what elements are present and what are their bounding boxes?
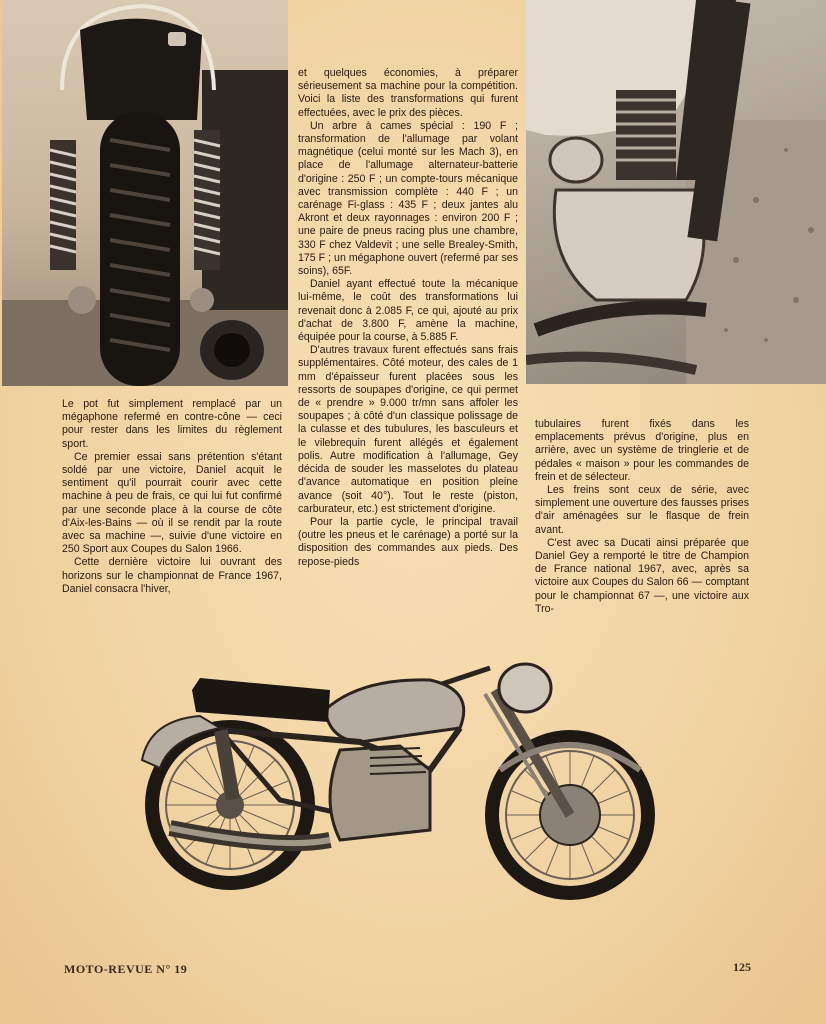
paragraph: Les freins sont ceux de série, avec simplement une ouverture des fausses prises d'air aménagées sur le flasque de frein avant. (535, 484, 749, 536)
motorcycle-rear-photo (2, 0, 288, 386)
paragraph: Daniel ayant effectué toute la mécanique lui-même, le coût des transformations lui revenait donc à 2.085 F, ce qui, ajouté au prix d'achat de 3.800 F, amène la machine, équipée pour la course, à 5.885 F. (298, 278, 518, 344)
page-number: 125 (733, 960, 751, 974)
engine-closeup-photo (526, 0, 826, 384)
paragraph: tubulaires furent fixés dans les emplacements prévus d'origine, plus en arrière, avec un système de tringlerie et de pédales « maison » pour les commandes de frein et de sélecteur. (535, 418, 749, 483)
paragraph: Le pot fut simplement remplacé par un mégaphone refermé en contre-cône — ceci pour rester dans les limites du règlement sport. (62, 398, 282, 450)
motorcycle-rear-icon (2, 0, 288, 386)
engine-closeup-icon (526, 0, 826, 384)
paragraph: Cette dernière victoire lui ouvrant des horizons sur le championnat de France 1967, Daniel consacra l'hiver, (62, 556, 282, 595)
paragraph: et quelques économies, à préparer sérieusement sa machine pour la compétition. Voici la liste des transformations qui furent effectuées, avec le prix des pièces. (298, 67, 518, 119)
text-column-2 (298, 67, 518, 569)
magazine-issue-label: MOTO-REVUE N° 19 (64, 962, 188, 976)
motorcycle-side-icon (130, 650, 670, 930)
paragraph: Un arbre à cames spécial : 190 F ; transformation de l'allumage par volant magnétique (celui monté sur les Mach 3), en place de l'allumage alternateur-batterie d'origine : 250 F ; un compte-tours mécanique avec transmission complète : 440 F ; un carénage Fi-glass : 435 F ; deux jantes alu Akront et deux rayonnages : environ 200 F ; une paire de pneus racing plus une chambre, 330 F chez Valdevit ; une selle Brealey-Smith, 175 F ; un mégaphone ouvert (refermé par ses soins), 65F. (298, 119, 518, 278)
paragraph: Pour la partie cycle, le principal travail (outre les pneus et le carénage) a porté sur la disposition des commandes aux pieds. Des repose-pieds (298, 515, 518, 568)
motorcycle-illustration (130, 650, 670, 930)
paragraph: D'autres travaux furent effectués sans frais supplémentaires. Côté moteur, des cales de 1 mm d'épaisseur furent placées sous les ressorts de soupapes d'origine, ce qui permet de « prendre » 9.000 tr/mn sans affoler les soupapes ; à côté d'un classique polissage de la culasse et des tubulures, les basculeurs et le vilebrequin furent allégés et également polis. Autre modification à l'allumage, Gey décida de souder les masselotes du plateau d'avance automatique en position pleine avance (soit 40°). Tout le reste (piston, carburateur, etc.) est strictement d'origine. (298, 344, 518, 515)
text-column-1 (62, 398, 282, 596)
text-column-3 (535, 418, 749, 616)
paragraph: C'est avec sa Ducati ainsi préparée que Daniel Gey a remporté le titre de Champion de France national 1967, avec, après sa victoire aux Coupes du Salon 66 — comptant pour le championnat 67 —, une victoire aux Tro- (535, 536, 749, 615)
paragraph: Ce premier essai sans prétention s'étant soldé par une victoire, Daniel acquit le sentiment qu'il pourrait courir avec cette machine à peu de frais, ce qui lui fut confirmé par une seconde place à la course de côte d'Aix-les-Bains — où il se rendit par la route avec sa machine —, suivie d'une victoire en 250 Sport aux Coupes du Salon 1966. (62, 450, 282, 556)
